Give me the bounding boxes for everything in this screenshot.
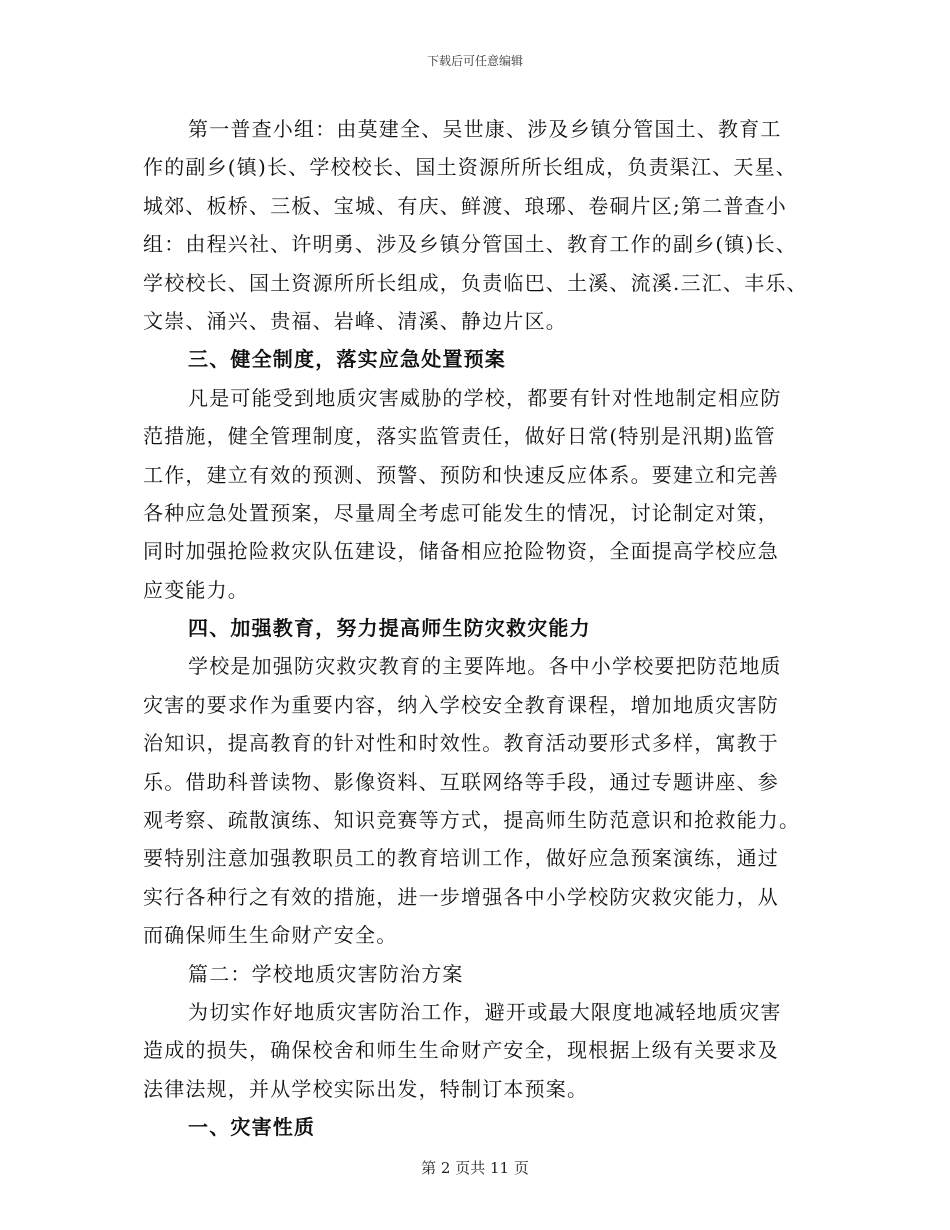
text-line: 学校校长、国土资源所所长组成，负责临巴、土溪、流溪.三汇、丰乐、 bbox=[143, 270, 808, 295]
text-line: 范措施，健全管理制度，落实监管责任，做好日常(特别是汛期)监管 bbox=[143, 424, 776, 449]
text-line: 造成的损失，确保校舍和师生生命财产安全，现根据上级有关要求及 bbox=[143, 1038, 779, 1063]
text-line: 乐。借助科普读物、影像资料、互联网络等手段，通过专题讲座、参 bbox=[143, 769, 779, 794]
text-line: 而确保师生生命财产安全。 bbox=[143, 923, 398, 948]
text-line: 作的副乡(镇)长、学校校长、国土资源所所长组成，负责渠江、天星、 bbox=[143, 155, 798, 180]
text-line: 观考察、疏散演练、知识竞赛等方式，提高师生防范意识和抢救能力。 bbox=[143, 808, 801, 833]
text-line: 第一普查小组：由莫建全、吴世康、涉及乡镇分管国土、教育工 bbox=[188, 117, 782, 141]
text-line: 实行各种行之有效的措施，进一步增强各中小学校防灾救灾能力，从 bbox=[143, 884, 779, 909]
page-header: 下载后可任意编辑 bbox=[426, 54, 523, 68]
text-line: 篇二：学校地质灾害防治方案 bbox=[188, 961, 464, 986]
text-line: 组：由程兴社、许明勇、涉及乡镇分管国土、教育工作的副乡(镇)长、 bbox=[143, 232, 798, 257]
section-heading: 四、加强教育，努力提高师生防灾救灾能力 bbox=[188, 616, 591, 641]
text-line: 凡是可能受到地质灾害威胁的学校，都要有针对性地制定相应防 bbox=[188, 385, 782, 410]
text-line: 各种应急处置预案，尽量周全考虑可能发生的情况，讨论制定对策， bbox=[143, 500, 779, 525]
text-line: 工作，建立有效的预测、预警、预防和快速反应体系。要建立和完善 bbox=[143, 462, 779, 487]
section-heading: 一、灾害性质 bbox=[188, 1115, 316, 1140]
document-body bbox=[143, 110, 823, 1147]
text-line: 治知识，提高教育的针对性和时效性。教育活动要形式多样，寓教于 bbox=[143, 731, 779, 756]
text-line: 灾害的要求作为重要内容，纳入学校安全教育课程，增加地质灾害防 bbox=[143, 692, 779, 717]
text-line: 法律法规，并从学校实际出发，特制订本预案。 bbox=[143, 1076, 589, 1101]
text-line: 文崇、涌兴、贵福、岩峰、清溪、静边片区。 bbox=[143, 308, 567, 333]
page-footer: 第 2 页共 11 页 bbox=[421, 1159, 529, 1177]
text-line: 应变能力。 bbox=[143, 577, 249, 602]
text-line: 学校是加强防灾救灾教育的主要阵地。各中小学校要把防范地质 bbox=[188, 654, 782, 679]
text-line: 要特别注意加强教职员工的教育培训工作，做好应急预案演练，通过 bbox=[143, 846, 779, 871]
text-line: 同时加强抢险救灾队伍建设，储备相应抢险物资，全面提高学校应急 bbox=[143, 539, 779, 564]
section-heading: 三、健全制度，落实应急处置预案 bbox=[188, 347, 506, 372]
text-line: 为切实作好地质灾害防治工作，避开或最大限度地减轻地质灾害 bbox=[188, 999, 782, 1024]
text-line: 城郊、板桥、三板、宝城、有庆、鲜渡、琅琊、卷硐片区;第二普查小 bbox=[143, 193, 787, 218]
